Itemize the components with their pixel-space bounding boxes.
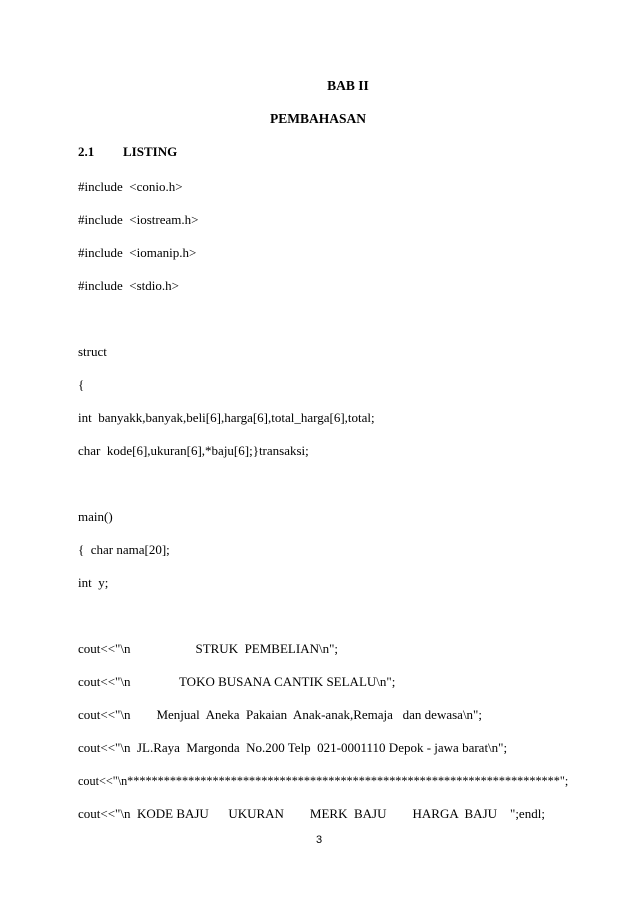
code-line-cout-header: cout<<"\n KODE BAJU UKURAN MERK BAJU HARGA BAJU ";endl; (78, 806, 545, 821)
code-line-cout-struk: cout<<"\n STRUK PEMBELIAN\n"; (78, 641, 338, 656)
code-line-int-decl: int banyakk,banyak,beli[6],harga[6],total_harga[6],total; (78, 410, 375, 425)
code-line-include-iomanip: #include <iomanip.h> (78, 245, 197, 260)
chapter-title (0, 111, 638, 127)
code-line-char-nama: { char nama[20]; (78, 542, 170, 557)
chapter-label: BAB II (327, 78, 369, 93)
section-number: 2.1 (78, 144, 95, 159)
code-line-int-y: int y; (78, 575, 109, 590)
code-line-char-decl: char kode[6],ukuran[6],*baju[6];}transaksi; (78, 443, 309, 458)
code-line-include-conio: #include <conio.h> (78, 179, 183, 194)
code-line-cout-stars: cout<<"\n***********************************************************************"; (78, 774, 569, 788)
section-heading (78, 144, 177, 160)
code-line-include-stdio: #include <stdio.h> (78, 278, 179, 293)
code-line-open-brace: { (78, 377, 85, 392)
code-line-main: main() (78, 509, 113, 524)
code-line-cout-alamat: cout<<"\n JL.Raya Margonda No.200 Telp 021-0001110 Depok - jawa barat\n"; (78, 740, 508, 755)
chapter-title-label: PEMBAHASAN (269, 111, 366, 126)
section-title: LISTING (123, 144, 178, 159)
page-number: 3 (315, 834, 323, 846)
code-line-struct: struct (78, 344, 107, 359)
code-line-cout-toko: cout<<"\n TOKO BUSANA CANTIK SELALU\n"; (78, 674, 396, 689)
code-line-include-iostream: #include <iostream.h> (78, 212, 199, 227)
chapter-heading (0, 78, 638, 94)
code-line-cout-jual: cout<<"\n Menjual Aneka Pakaian Anak-anak,Remaja dan dewasa\n"; (78, 707, 482, 722)
